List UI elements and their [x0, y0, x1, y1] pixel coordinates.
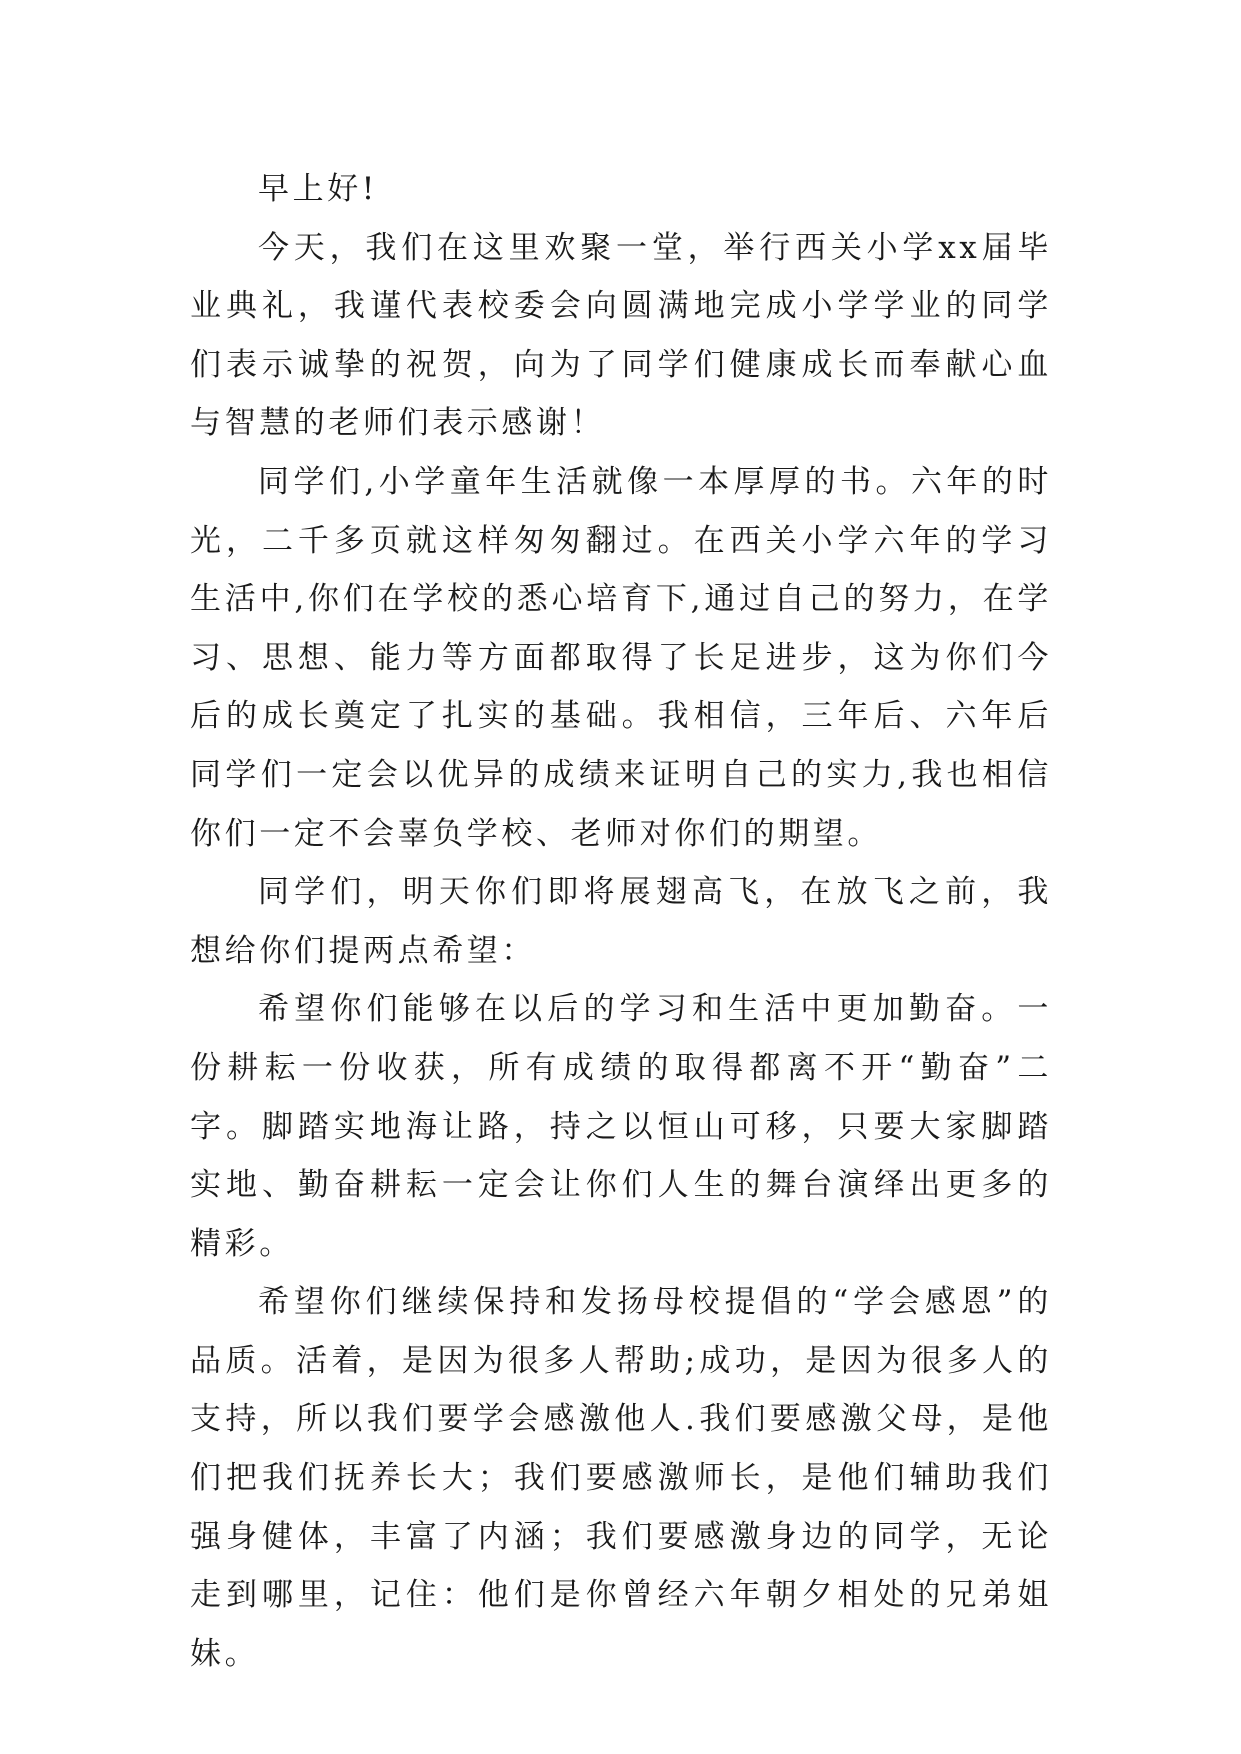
paragraph-hope-gratitude: 希望你们继续保持和发扬母校提倡的“学会感恩”的品质。活着，是因为很多人帮助;成功，是因为很多人的支持，所以我们要学会感激他人.我们要感激父母，是他们把我们抚养长大；我们要感激师长，是他们辅助我们强身健体，丰富了内涵；我们要感激身边的同学，无论走到哪里，记住：他们是你曾经六年朝夕相处的兄弟姐妹。 — [190, 1284, 1052, 1672]
paragraph-opening: 今天，我们在这里欢聚一堂，举行西关小学xx届毕业典礼，我谨代表校委会向圆满地完成小学学业的同学们表示诚挚的祝贺，向为了同学们健康成长而奉献心血与智慧的老师们表示感谢！ — [190, 229, 1052, 442]
paragraph-greeting: 早上好! — [258, 171, 378, 207]
speech-body — [190, 160, 1052, 1683]
paragraph-childhood: 同学们,小学童年生活就像一本厚厚的书。六年的时光，二千多页就这样匆匆翻过。在西关小学六年的学习生活中,你们在学校的悉心培育下,通过自己的努力，在学习、思想、能力等方面都取得了长足进步，这为你们今后的成长奠定了扎实的基础。我相信，三年后、六年后同学们一定会以优异的成绩来证明自己的实力,我也相信你们一定不会辜负学校、老师对你们的期望。 — [190, 463, 1052, 852]
paragraph-hopes-intro: 同学们，明天你们即将展翅高飞，在放飞之前，我想给你们提两点希望： — [190, 874, 1052, 969]
paragraph-hope-diligence: 希望你们能够在以后的学习和生活中更加勤奋。一份耕耘一份收获，所有成绩的取得都离不开“勤奋”二字。脚踏实地海让路，持之以恒山可移，只要大家脚踏实地、勤奋耕耘一定会让你们人生的舞台演绎出更多的精彩。 — [190, 991, 1052, 1262]
